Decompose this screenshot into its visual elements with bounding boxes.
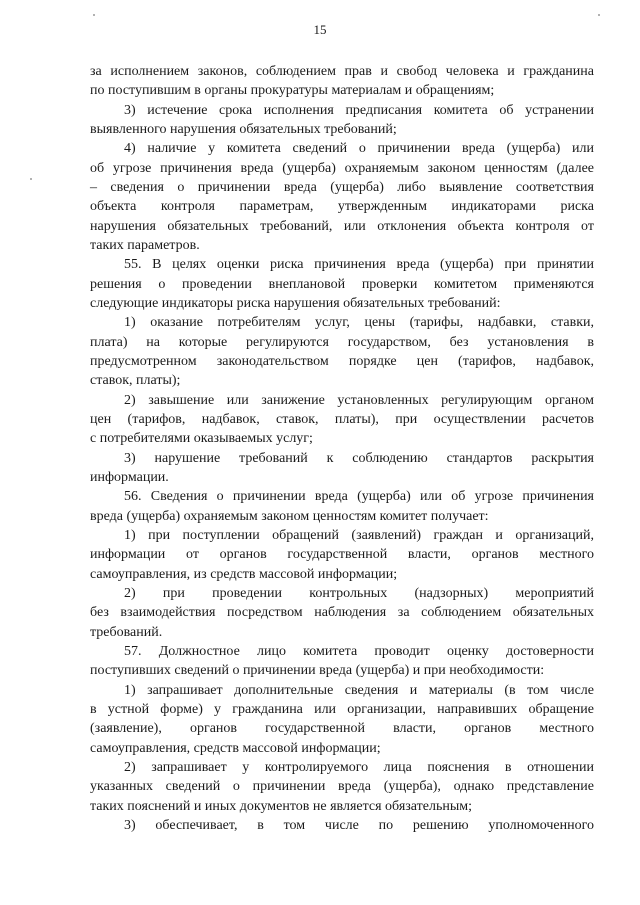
text-line: 1) при поступлении обращений (заявлений) граждан и организаций, <box>124 528 594 543</box>
text-line: без взаимодействия посредством наблюдения за соблюдением обязательных <box>90 605 594 620</box>
text-line: таких пояснений и иных документов не является обязательным; <box>90 799 472 814</box>
text-line: плата) на которые регулируются государством, без установления в <box>90 335 594 350</box>
text-line: 2) при проведении контрольных (надзорных) мероприятий <box>124 586 594 601</box>
text-line: самоуправления, средств массовой информации; <box>90 741 381 756</box>
scan-speck <box>93 14 95 16</box>
text-line: по поступившим в органы прокуратуры материалам и обращениям; <box>90 83 495 98</box>
text-line: предусмотренном законодательством порядке цен (тарифов, надбавок, <box>90 354 594 369</box>
text-line: таких параметров. <box>90 238 200 253</box>
text-line: самоуправления, из средств массовой информации; <box>90 567 398 582</box>
text-line: цен (тарифов, надбавок, ставок, платы), при осуществлении расчетов <box>90 412 594 427</box>
text-line: 3) обеспечивает, в том числе по решению уполномоченного <box>124 818 594 833</box>
scan-speck <box>598 14 600 16</box>
text-line: 57. Должностное лицо комитета проводит оценку достоверности <box>124 644 594 659</box>
scan-speck <box>30 178 32 180</box>
text-line: 1) оказание потребителям услуг, цены (тарифы, надбавки, ставки, <box>124 315 594 330</box>
text-line: требований. <box>90 625 163 640</box>
text-line: выявленного нарушения обязательных требований; <box>90 122 397 137</box>
text-line: (заявление), органов государственной власти, органов местного <box>90 721 594 736</box>
text-line: – сведения о причинении вреда (ущерба) либо выявление соответствия <box>90 180 594 195</box>
text-line: следующие индикаторы риска нарушения обязательных требований: <box>90 296 501 311</box>
text-line: в устной форме) у гражданина или организации, направивших обращение <box>90 702 594 717</box>
text-line: 3) нарушение требований к соблюдению стандартов раскрытия <box>124 451 594 466</box>
text-line: с потребителями оказываемых услуг; <box>90 431 313 446</box>
text-line: поступивших сведений о причинении вреда (ущерба) и при необходимости: <box>90 663 545 678</box>
text-line: ставок, платы); <box>90 373 181 388</box>
text-line: 55. В целях оценки риска причинения вреда (ущерба) при принятии <box>124 257 594 272</box>
text-line: объекта контроля параметрам, утвержденным индикаторами риска <box>90 199 594 214</box>
text-line: 56. Сведения о причинении вреда (ущерба) или об угрозе причинения <box>124 489 594 504</box>
text-line: 4) наличие у комитета сведений о причинении вреда (ущерба) или <box>124 141 594 156</box>
text-line: об угрозе причинения вреда (ущерба) охраняемым законом ценностям (далее <box>90 161 594 176</box>
text-line: решения о проведении внеплановой проверки комитетом применяются <box>90 277 594 292</box>
page-number: 15 <box>313 22 327 37</box>
text-line: 2) запрашивает у контролируемого лица пояснения в отношении <box>124 760 594 775</box>
text-line: указанных сведений о причинении вреда (ущерба), однако представление <box>90 779 594 794</box>
text-line: вреда (ущерба) охраняемым законом ценностям комитет получает: <box>90 509 489 524</box>
text-line: за исполнением законов, соблюдением прав и свобод человека и гражданина <box>90 64 594 79</box>
text-line: информации. <box>90 470 169 485</box>
text-line: 1) запрашивает дополнительные сведения и материалы (в том числе <box>124 683 594 698</box>
text-line: нарушения обязательных требований, или отклонения объекта контроля от <box>90 219 594 234</box>
text-line: 3) истечение срока исполнения предписания комитета об устранении <box>124 103 594 118</box>
text-line: 2) завышение или занижение установленных регулирующим органом <box>124 393 594 408</box>
text-line: информации от органов государственной власти, органов местного <box>90 547 594 562</box>
